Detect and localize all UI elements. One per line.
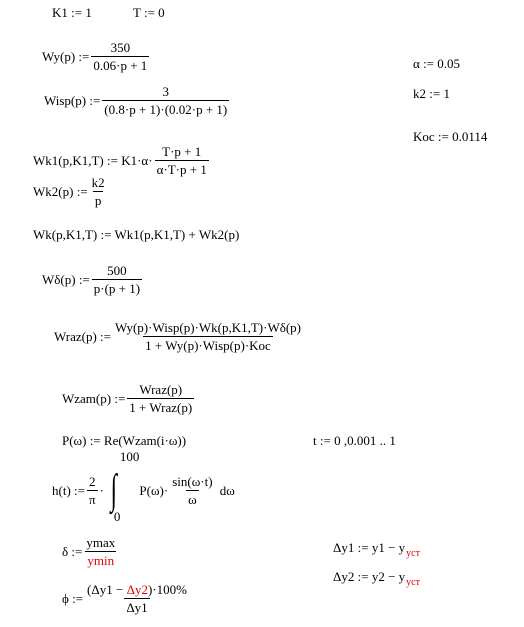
wk1-definition[interactable]: Wk1(p,K1,T) := K1·α· $\frac{T\cdot p + 1}{\alpha\cdot T\cdot p + 1}$	[33, 144, 207, 177]
wzam-fraction: $\frac{\text{Wraz(p)}}{\text{1 + Wraz(p)}}$	[129, 382, 193, 415]
phi-numerator: (Δy1 − Δy2)·100%	[87, 582, 187, 597]
ymax-ymin-fraction: $\frac{ymax}{ymin}$	[86, 535, 116, 568]
wraz-fraction: $\frac{\text{Wy(p)·Wisp(p)·Wk(p,K1,T)·Wδ(p)}}{\text{1 + Wy(p)·Wisp(p)·Koc}}$	[114, 320, 302, 353]
integral-sign: ∫	[110, 467, 117, 513]
integral-upper-limit: 100	[119, 449, 140, 464]
wy-definition[interactable]: Wy(p) := $\frac{350}{0.06\cdot p + 1}$	[42, 40, 148, 73]
integral	[108, 449, 140, 524]
k1-definition[interactable]: K1 := 1	[52, 5, 92, 20]
overshoot-delta-definition[interactable]: δ := $\frac{ymax}{ymin}$	[62, 535, 116, 568]
wdelta-definition[interactable]: Wδ(p) := $\frac{500}{p\cdot(p + 1)}$	[42, 263, 141, 296]
wk2-definition[interactable]: Wk2(p) := $\frac{k2}{p}$	[33, 175, 105, 208]
t-definition[interactable]: T := 0	[133, 5, 165, 20]
wisp-definition[interactable]: Wisp(p) := $\frac{3}{(0.8\cdot p + 1)\cdot(0.02\cdot p + 1)}$	[44, 84, 228, 117]
dy1-definition[interactable]: Δy1 := $y1 - y_{уст}$	[333, 540, 420, 559]
p-omega-definition[interactable]: P(ω) := Re(Wzam(i·ω))	[62, 433, 187, 448]
koc-definition[interactable]: Koc := 0.0114	[413, 129, 488, 144]
wraz-definition[interactable]: Wraz(p) := $\frac{\text{Wy(p)·Wisp(p)·Wk(p,K1,T)·Wδ(p)}}{\text{1 + Wy(p)·Wisp(p)·Koc}}$	[54, 320, 302, 353]
t-range-definition[interactable]: t := 0 ,0.001 .. 1	[313, 433, 396, 448]
wisp-fraction: $\frac{3}{(0.8\cdot p + 1)\cdot(0.02\cdot p + 1)}$	[104, 84, 228, 117]
wy-fraction: $\frac{350}{0.06\cdot p + 1}$	[93, 40, 148, 73]
two-over-pi-fraction: $\frac{2}{\pi}$	[88, 473, 96, 507]
wdelta-fraction: $\frac{500}{p\cdot(p + 1)}$	[93, 263, 141, 296]
wk-definition[interactable]: Wk(p,K1,T) := Wk1(p,K1,T) + Wk2(p)	[33, 227, 240, 242]
dy2-definition[interactable]: Δy2 := $y2 - y_{уст}$	[333, 569, 420, 588]
ht-definition[interactable]: h(t) := $\frac{2}{\pi}$ · ∫ 100 0 P(ω)· $\frac{\sin(\omega\cdot t)}{\omega}$ dω	[52, 449, 235, 524]
phi-definition[interactable]: ϕ := $\frac{(\Delta y1 - \Delta y2)\cdot 100\%}{\Delta y1}$	[62, 582, 187, 615]
wzam-definition[interactable]: Wzam(p) := $\frac{\text{Wraz(p)}}{\text{1 + Wraz(p)}}$	[62, 382, 193, 415]
k2-definition[interactable]: k2 := 1	[413, 86, 450, 101]
wk2-fraction: $\frac{k2}{p}$	[91, 175, 105, 208]
wk1-fraction: $\frac{T\cdot p + 1}{\alpha\cdot T\cdot p + 1}$	[156, 144, 207, 177]
alpha-definition[interactable]: α := 0.05	[413, 56, 461, 71]
phi-fraction: $\frac{(\Delta y1 - \Delta y2)\cdot 100\%}{\Delta y1}$	[87, 582, 187, 615]
integral-lower-limit: 0	[113, 509, 121, 524]
sin-fraction: $\frac{\sin(\omega\cdot t)}{\omega}$	[172, 473, 213, 507]
